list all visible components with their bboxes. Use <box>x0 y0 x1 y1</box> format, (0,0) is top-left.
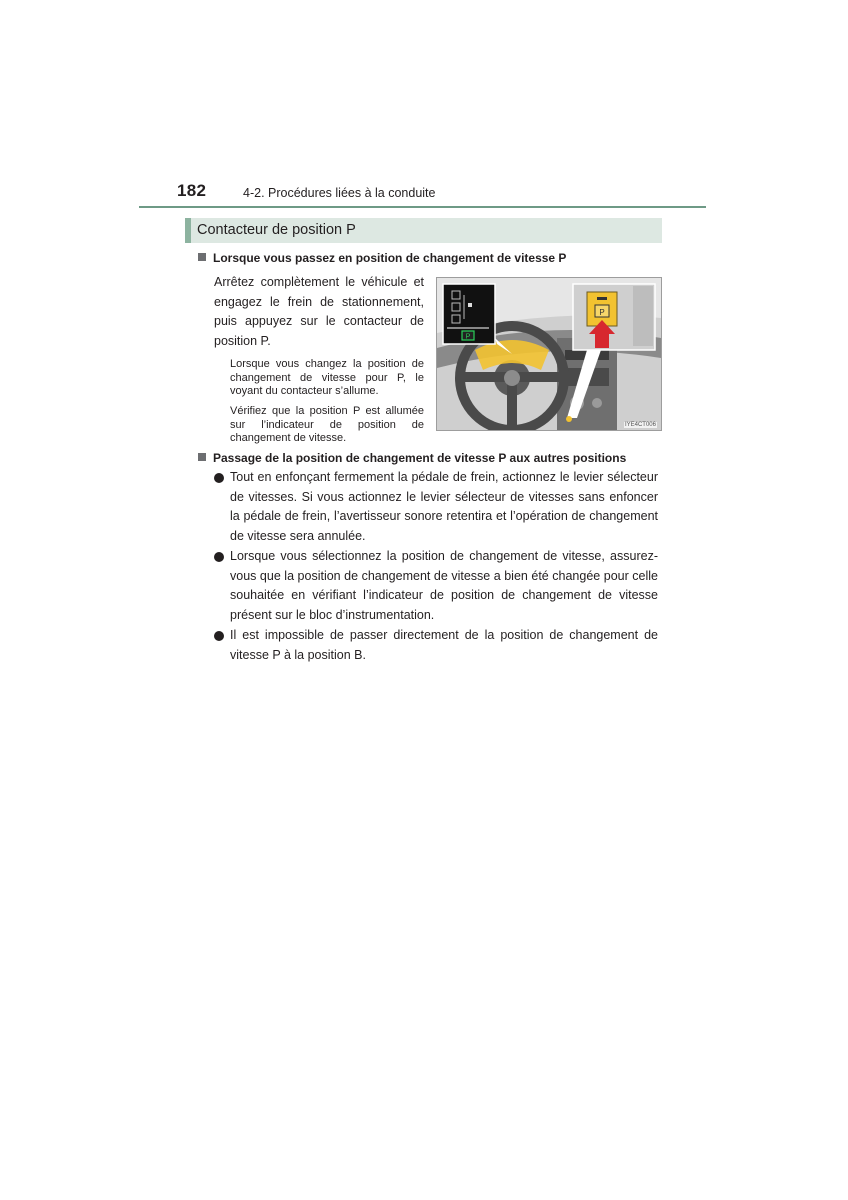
note-2: Vérifiez que la position P est allumée sur l’indicateur de position de changement de vitesse. <box>230 405 424 444</box>
dashboard-drawing <box>437 278 661 430</box>
subheading-text: Passage de la position de changement de vitesse P aux autres positions <box>213 451 627 465</box>
page-number: 182 <box>177 181 207 200</box>
list-item <box>214 547 658 625</box>
switch-letter: P <box>599 308 605 317</box>
chapter-title: 4-2. Procédures liées à la conduite <box>243 186 436 200</box>
list-item-text: Il est impossible de passer directement de la position de changement de vitesse P à la position B. <box>230 628 658 662</box>
bullet-list <box>214 468 658 666</box>
list-item <box>214 468 658 546</box>
square-bullet-icon <box>198 453 206 461</box>
list-item <box>214 626 658 665</box>
subheading-shift-to-p <box>198 251 566 265</box>
square-bullet-icon <box>198 253 206 261</box>
bullet-dot-icon <box>214 631 224 641</box>
bullet-dot-icon <box>214 473 224 483</box>
list-item-text: Lorsque vous sélectionnez la position de changement de vitesse, assurez-vous que la position de changement de vitesse a bien été changée pour celle souhaitée en vérifiant l’indicateur de position de changement de vitesse présent sur le bloc d’instrumentation. <box>230 549 658 622</box>
section-title: Contacteur de position P <box>197 222 356 238</box>
bullet-dot-icon <box>214 552 224 562</box>
header-rule <box>139 206 706 208</box>
section-accent <box>185 218 191 243</box>
illustration-code: IYE4CT006 <box>624 422 656 428</box>
dashboard-illustration <box>436 277 662 431</box>
list-item-text: Tout en enfonçant fermement la pédale de frein, actionnez le levier sélecteur de vitesses. Si vous actionnez le levier sélecteur de vitesses sans enfoncer la pédale de frein, l’avertisseur sonore retentira et l’opération de changement de vitesse sera annulée. <box>230 470 658 543</box>
shift-indicator-letter: P <box>465 333 471 341</box>
subheading-text: Lorsque vous passez en position de changement de vitesse P <box>213 251 567 265</box>
section-header <box>185 218 662 243</box>
note-1: Lorsque vous changez la position de changement de vitesse pour P, le voyant du contacteur s’allume. <box>230 358 424 397</box>
instruction-paragraph: Arrêtez complètement le véhicule et engagez le frein de stationnement, puis appuyez sur le contacteur de position P. <box>214 275 424 348</box>
subheading-shift-from-p <box>198 451 626 465</box>
